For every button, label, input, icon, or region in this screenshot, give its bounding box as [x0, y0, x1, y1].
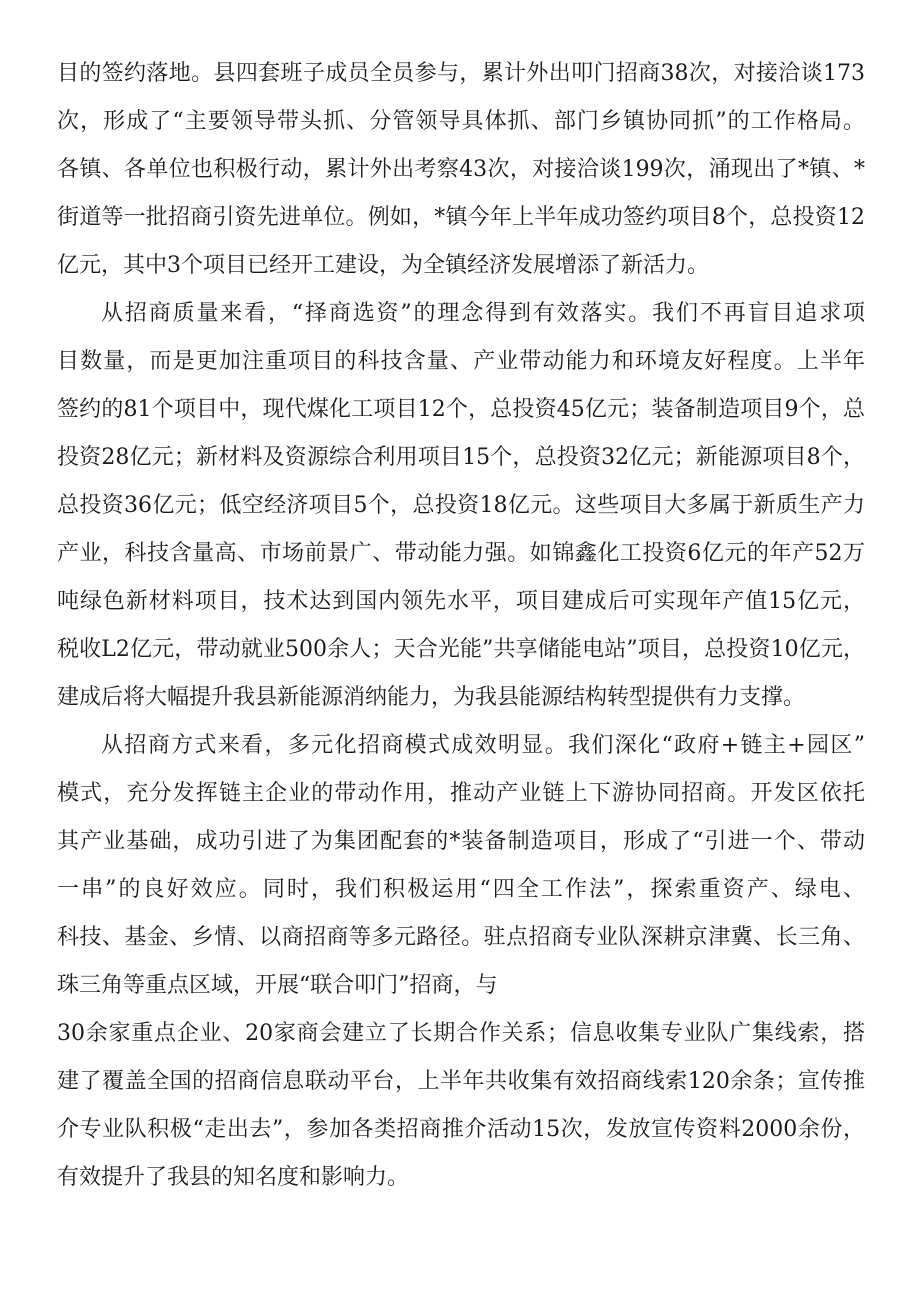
text-line: 介专业队积极“走出去”，参加各类招商推介活动15次，发放宣传资料2000余份， [57, 1117, 865, 1142]
text-line: 吨绿色新材料项目，技术达到国内领先水平，项目建成后可实现年产值15亿元， [57, 589, 865, 614]
text-line: 模式，充分发挥链主企业的带动作用，推动产业链上下游协同招商。开发区依托 [57, 781, 865, 806]
text-line: 产业，科技含量高、市场前景广、带动能力强。如锦鑫化工投资6亿元的年产52万 [57, 541, 865, 566]
text-line: 税收L2亿元，带动就业500余人；天合光能”共享储能电站”项目，总投资10亿元， [57, 637, 865, 662]
text-line: 建成后将大幅提升我县新能源消纳能力，为我县能源结构转型提供有力支撑。 [57, 685, 806, 710]
text-line: 总投资36亿元；低空经济项目5个，总投资18亿元。这些项目大多属于新质生产力 [57, 493, 865, 518]
text-line: 投资28亿元；新材料及资源综合利用项目15个，总投资32亿元；新能源项目8个， [57, 445, 865, 470]
text-line: 街道等一批招商引资先进单位。例如，*镇今年上半年成功签约项目8个，总投资12 [57, 205, 865, 230]
text-line: 目的签约落地。县四套班子成员全员参与，累计外出叩门招商38次，对接洽谈173 [57, 61, 865, 86]
text-line: 亿元，其中3个项目已经开工建设，为全镇经济发展增添了新活力。 [57, 253, 709, 278]
text-line: 一串”的良好效应。同时，我们积极运用“四全工作法”，探索重资产、绿电、 [57, 877, 865, 902]
text-line: 科技、基金、乡情、以商招商等多元路径。驻点招商专业队深耕京津冀、长三角、 [57, 925, 865, 950]
text-line: 其产业基础，成功引进了为集团配套的*装备制造项目，形成了“引进一个、带动 [57, 829, 865, 854]
text-line: 珠三角等重点区域，开展“联合叩门”招商，与 [57, 973, 498, 998]
paragraph-first-line: 从招商质量来看，“择商选资”的理念得到有效落实。我们不再盲目追求项 [101, 301, 865, 326]
text-line: 30余家重点企业、20家商会建立了长期合作关系；信息收集专业队广集线索，搭 [57, 1021, 865, 1046]
text-line: 签约的81个项目中，现代煤化工项目12个，总投资45亿元；装备制造项目9个，总 [57, 397, 865, 422]
text-line: 目数量，而是更加注重项目的科技含量、产业带动能力和环境友好程度。上半年 [57, 349, 865, 374]
text-line: 有效提升了我县的知名度和影响力。 [57, 1165, 410, 1190]
paragraph-first-line: 从招商方式来看，多元化招商模式成效明显。我们深化“政府+链主+园区” [101, 733, 865, 758]
text-line: 建了覆盖全国的招商信息联动平台，上半年共收集有效招商线索120余条；宣传推 [57, 1069, 865, 1094]
text-line: 次，形成了“主要领导带头抓、分管领导具体抓、部门乡镇协同抓”的工作格局。 [57, 109, 865, 134]
text-line: 各镇、各单位也积极行动，累计外出考察43次，对接洽谈199次，涌现出了*镇、* [57, 157, 865, 182]
